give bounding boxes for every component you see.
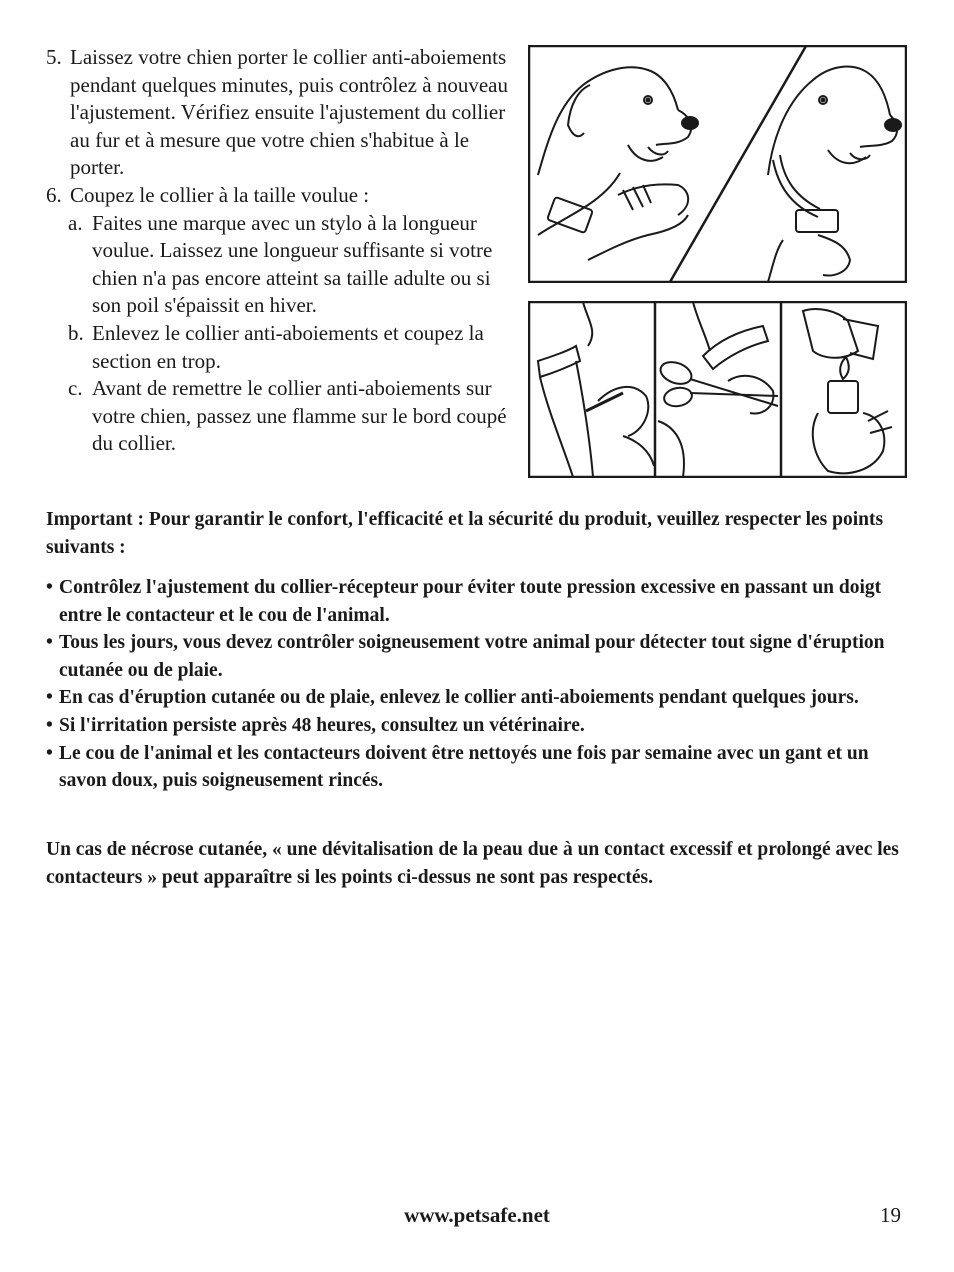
substep-b [46, 320, 516, 375]
substep-letter: a. [68, 210, 83, 235]
substep-c [46, 375, 516, 458]
substep-text: Faites une marque avec un stylo à la longueur voulue. Laissez une longueur suffisante si votre chien n'a pas encore atteint sa taille adulte ou si son poil s'épaissit en hiver. [92, 210, 493, 318]
step-6 [46, 182, 516, 210]
bullet-symbol: • [46, 714, 53, 736]
page-number: 19 [880, 1203, 901, 1227]
substep-letter: b. [68, 320, 84, 345]
safety-bullet-list [46, 574, 916, 795]
bullet-text: Contrôlez l'ajustement du collier-récepteur pour éviter toute pression excessive en passant un doigt entre le contacteur et le cou de l'animal. [59, 577, 882, 626]
dog-right-drawing [768, 67, 901, 282]
list-item [46, 629, 916, 684]
bullet-symbol: • [46, 577, 53, 598]
bullet-symbol: • [46, 742, 53, 764]
marking-pen-drawing [538, 302, 654, 477]
step-text: Laissez votre chien porter le collier anti-aboiements pendant quelques minutes, puis contrôlez à nouveau l'ajustement. Vérifiez ensuite l'ajustement du collier au fur et à mesure que votre chien s'habitue à le porter. [70, 45, 508, 180]
step-text: Coupez le collier à la taille voulue : [70, 182, 370, 207]
footer-website-link[interactable]: www.petsafe.net [404, 1203, 550, 1227]
necrosis-warning: Un cas de nécrose cutanée, « une dévitalisation de la peau due à un contact excessif et prolongé avec les contacteurs » peut apparaître si les points ci-dessus ne sont pas respectés. [46, 839, 899, 888]
bullet-symbol: • [46, 687, 53, 709]
step-number: 6. [46, 182, 62, 207]
substep-a [46, 210, 516, 320]
list-item [46, 684, 916, 712]
bullet-symbol: • [46, 632, 53, 654]
list-item [46, 740, 916, 795]
instruction-steps [46, 44, 516, 458]
scissors-drawing [658, 302, 778, 477]
collar-fitting-illustration [528, 45, 907, 283]
substep-text: Avant de remettre le collier anti-aboiements sur votre chien, passez une flamme sur le bord coupé du collier. [92, 376, 507, 456]
list-item [46, 574, 916, 629]
substep-letter: c. [68, 376, 83, 401]
dog-left-drawing [538, 67, 698, 260]
bullet-text: Le cou de l'animal et les contacteurs doivent être nettoyés une fois par semaine avec un gant et un savon doux, puis soigneusement rincés. [59, 742, 869, 792]
bullet-text: Si l'irritation persiste après 48 heures, consultez un vétérinaire. [59, 714, 585, 736]
step-5 [46, 44, 516, 182]
bullet-text: Tous les jours, vous devez contrôler soigneusement votre animal pour détecter tout signe d'éruption cutanée ou de plaie. [59, 632, 885, 681]
list-item [46, 712, 916, 740]
important-notice: Important : Pour garantir le confort, l'efficacité et la sécurité du produit, veuillez respecter les points suivants : [46, 509, 884, 558]
bullet-text: En cas d'éruption cutanée ou de plaie, enlevez le collier anti-aboiements pendant quelques jours. [59, 687, 859, 709]
substep-text: Enlevez le collier anti-aboiements et coupez la section en trop. [92, 320, 484, 373]
collar-cutting-illustration [528, 301, 907, 478]
step-number: 5. [46, 45, 62, 69]
lighter-flame-drawing [803, 309, 892, 473]
